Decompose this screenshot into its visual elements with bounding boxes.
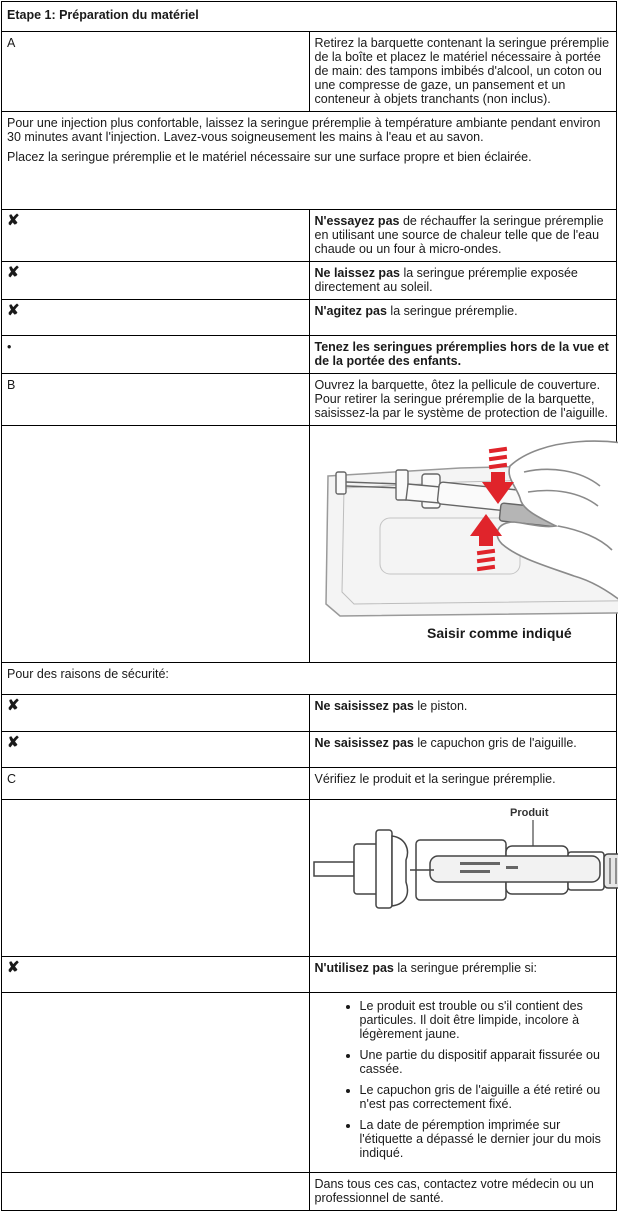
bullet-icon: • xyxy=(2,336,310,374)
intro-paragraph-2: Placez la seringue préremplie et le matériel nécessaire sur une surface propre et bien éclairée. xyxy=(7,150,611,164)
step-c-label: C xyxy=(2,768,310,800)
syringe-product-illustration xyxy=(310,800,618,956)
conditions-list xyxy=(315,999,612,1160)
warning-text: la seringue préremplie. xyxy=(387,304,518,318)
figure-product-cell xyxy=(309,800,617,957)
intro-paragraph-1: Pour une injection plus confortable, laissez la seringue préremplie à température ambiante pendant environ 30 minutes avant l'injection. Lavez-vous soigneusement les mains à l'eau et au savon. xyxy=(7,116,611,144)
warning-text: le capuchon gris de l'aiguille. xyxy=(414,736,577,750)
cross-icon: ✘ xyxy=(2,957,310,993)
warning-bold: N'utilisez pas xyxy=(315,961,394,975)
instruction-table xyxy=(1,1,617,1211)
closing-note: Dans tous ces cas, contactez votre médecin ou un professionnel de santé. xyxy=(309,1173,617,1211)
step-title: Etape 1: Préparation du matériel xyxy=(2,2,617,32)
instruction-document xyxy=(1,1,617,1211)
safety-intro: Pour des raisons de sécurité: xyxy=(2,663,617,695)
keep-away-note: Tenez les seringues préremplies hors de la vue et de la portée des enfants. xyxy=(309,336,617,374)
step-b-label: B xyxy=(2,374,310,426)
warning-text: la seringue préremplie si: xyxy=(394,961,537,975)
figure-caption: Saisir comme indiqué xyxy=(427,625,572,641)
step-b-text: Ouvrez la barquette, ôtez la pellicule de couverture. Pour retirer la seringue préremplie de la barquette, saisissez-la par le système de protection de l'aiguille. xyxy=(309,374,617,426)
warning-no-shake xyxy=(309,300,617,336)
step-a-label: A xyxy=(2,32,310,112)
intro-cell xyxy=(2,112,617,210)
cross-icon: ✘ xyxy=(2,300,310,336)
warning-no-cap xyxy=(309,732,617,768)
warning-bold: N'agitez pas xyxy=(315,304,387,318)
cross-icon: ✘ xyxy=(2,262,310,300)
step-c-text: Vérifiez le produit et la seringue préremplie. xyxy=(309,768,617,800)
do-not-use-note xyxy=(309,957,617,993)
list-item: • Le produit est trouble ou s'il contient des particules. Il doit être limpide, incolore à légèrement jaune. xyxy=(360,999,612,1041)
cross-icon: ✘ xyxy=(2,732,310,768)
warning-text: la seringue préremplie exposée directement au soleil. xyxy=(315,266,578,294)
list-item: • La date de péremption imprimée sur l'étiquette a dépassé le dernier jour du mois indiqué. xyxy=(360,1118,612,1160)
cross-icon: ✘ xyxy=(2,210,310,262)
grip-syringe-illustration xyxy=(310,426,618,662)
list-item: • Le capuchon gris de l'aiguille a été retiré ou n'est pas correctement fixé. xyxy=(360,1083,612,1111)
hand-drawing xyxy=(497,441,618,646)
warning-bold: Ne saisissez pas xyxy=(315,699,414,713)
step-a-text: Retirez la barquette contenant la seringue préremplie de la boîte et placez le matériel nécessaire à portée de main: des tampons imbibés d'alcool, un coton ou une compresse de gaze, un pansement et un conteneur à objets tranchants (non inclus). xyxy=(309,32,617,112)
warning-text: le piston. xyxy=(414,699,468,713)
warning-no-sun xyxy=(309,262,617,300)
warning-no-heat xyxy=(309,210,617,262)
warning-no-plunger xyxy=(309,695,617,732)
figure-grip-cell xyxy=(309,426,617,663)
warning-bold: Ne saisissez pas xyxy=(315,736,414,750)
warning-text: de réchauffer la seringue préremplie en utilisant une source de chaleur telle que de l'eau chaude ou un four à micro-ondes. xyxy=(315,214,604,256)
syringe-side-drawing xyxy=(314,830,618,908)
cross-icon: ✘ xyxy=(2,695,310,732)
warning-bold: N'essayez pas xyxy=(315,214,400,228)
list-item: • Une partie du dispositif apparait fissurée ou cassée. xyxy=(360,1048,612,1076)
product-label: Produit xyxy=(510,807,549,819)
conditions-cell xyxy=(309,993,617,1173)
warning-bold: Ne laissez pas xyxy=(315,266,400,280)
